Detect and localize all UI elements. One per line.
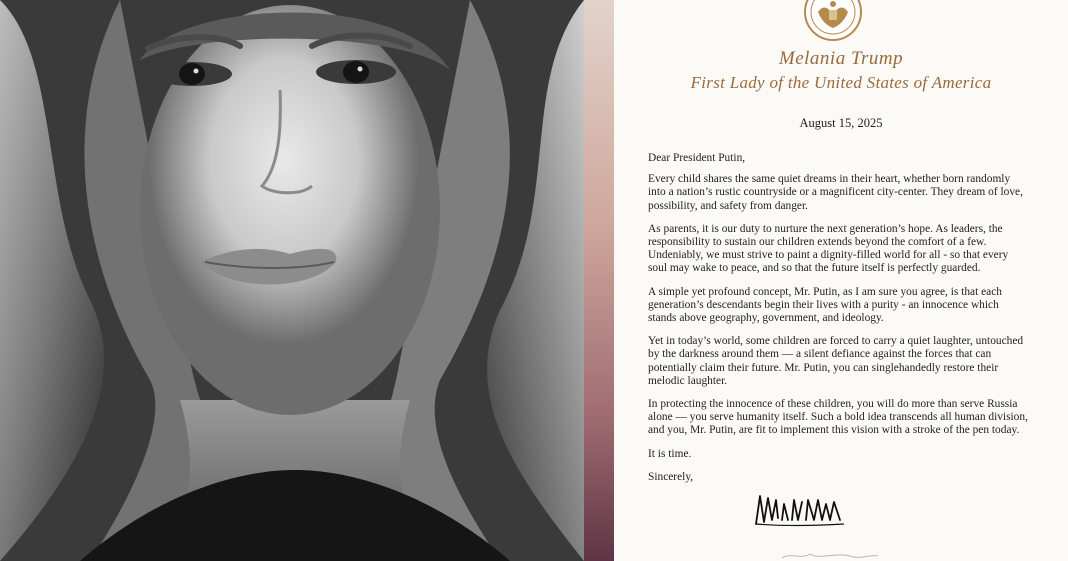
salutation: Dear President Putin, [648,152,746,164]
paragraph-2: As parents, it is our duty to nurture the next generation’s hope. As leaders, the responsibility to sustain our children extends beyond the comfort of a few. Undeniably, we must strive to paint a dignity-filled world for all - so that every soul may wake to peace, and so that the future itself is perfectly guarded. [648,222,1009,275]
letterhead-name: Melania Trump [778,48,904,69]
closing-line: It is time. [648,447,692,460]
letter-page [614,0,1068,561]
handwritten-signature [752,486,848,532]
presidential-seal-icon [804,0,862,44]
divider-gap [584,0,614,561]
paragraph-4: Yet in today’s world, some children are forced to carry a quiet laughter, untouched by the darkness around them — a silent defiance against the forces that can potentially claim their future. Mr. Putin, you can singlehandedly restore their melodic laughter. [648,335,1024,387]
letter-body [648,152,1028,494]
footer-watermark [780,550,880,561]
letterhead-title: First Lady of the United States of America [690,73,992,92]
letter-date: August 15, 2025 [799,116,883,130]
paragraph-1: Every child shares the same quiet dreams in their heart, whether born randomly into a nation’s rustic countryside or a magnificent city-center. They dream of love, possibility, and safety from danger. [648,173,1023,212]
paragraph-5: In protecting the innocence of these children, you will do more than serve Russia alone — you serve humanity itself. Such a bold idea transcends all human division, and you, Mr. Putin, are fit to implement this vision with a stroke of the pen today. [648,398,1028,437]
signoff: Sincerely, [648,470,694,483]
paragraph-3: A simple yet profound concept, Mr. Putin, as I am sure you agree, is that each generation’s descendants begin their lives with a purity - an innocence which stands above geography, government, and ideology. [648,285,1002,325]
